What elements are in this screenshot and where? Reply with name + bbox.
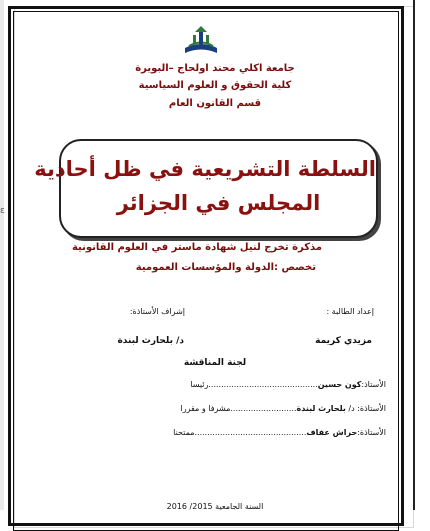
viewer-left-edge [0,0,4,510]
committee-title: لجنة المناقشة [183,358,247,368]
member-role: رئيسا [190,380,209,389]
side-mark: ɛ [0,206,5,216]
committee-member [173,428,386,437]
thesis-title-line2: المجلس في الجزائر [116,191,321,215]
member-dots: .......................... [230,404,297,413]
member-name: بلحارث لبندة [296,404,346,413]
committee-member [190,380,386,389]
member-label: الأستاذة: د/ [348,404,386,413]
supervisor-name: د/ بلحارث لبندة [117,336,184,346]
university-logo [179,24,223,56]
degree-line: مذكرة تخرج لنيل شهادة ماستر في العلوم القانونية [71,242,322,253]
specialty-line: تخصص :الدولة والمؤسسات العمومية [135,262,316,273]
member-name: حراش عفاف [306,428,358,437]
member-role: مشرفا و مقررا [180,404,231,413]
page-border-right [413,0,415,510]
university-name: جامعة اكلي محند اولحاج –البويرة [135,63,295,74]
supervisor-label: إشراف الأستاذة: [129,307,185,316]
member-dots: ............................................ [194,428,307,437]
member-label: الأستاذ: [361,380,386,389]
academic-year: السنة الجامعية 2015/ 2016 [166,502,264,511]
student-name: مزيدي كريمة [315,336,372,346]
member-name: كون حسين [317,380,362,389]
member-label: الأستاذة: [357,428,386,437]
member-role: ممتحنا [173,428,195,437]
thesis-title-line1: السلطة التشريعية في ظل أحادية [34,157,376,181]
committee-member [180,404,386,413]
thesis-title-box [34,139,378,238]
member-dots: ........................................... [208,380,318,389]
faculty-name: كلية الحقوق و العلوم السياسية [138,80,292,91]
student-label: إعداد الطالبة : [326,307,374,316]
department-name: قسم القانون العام [168,98,262,109]
